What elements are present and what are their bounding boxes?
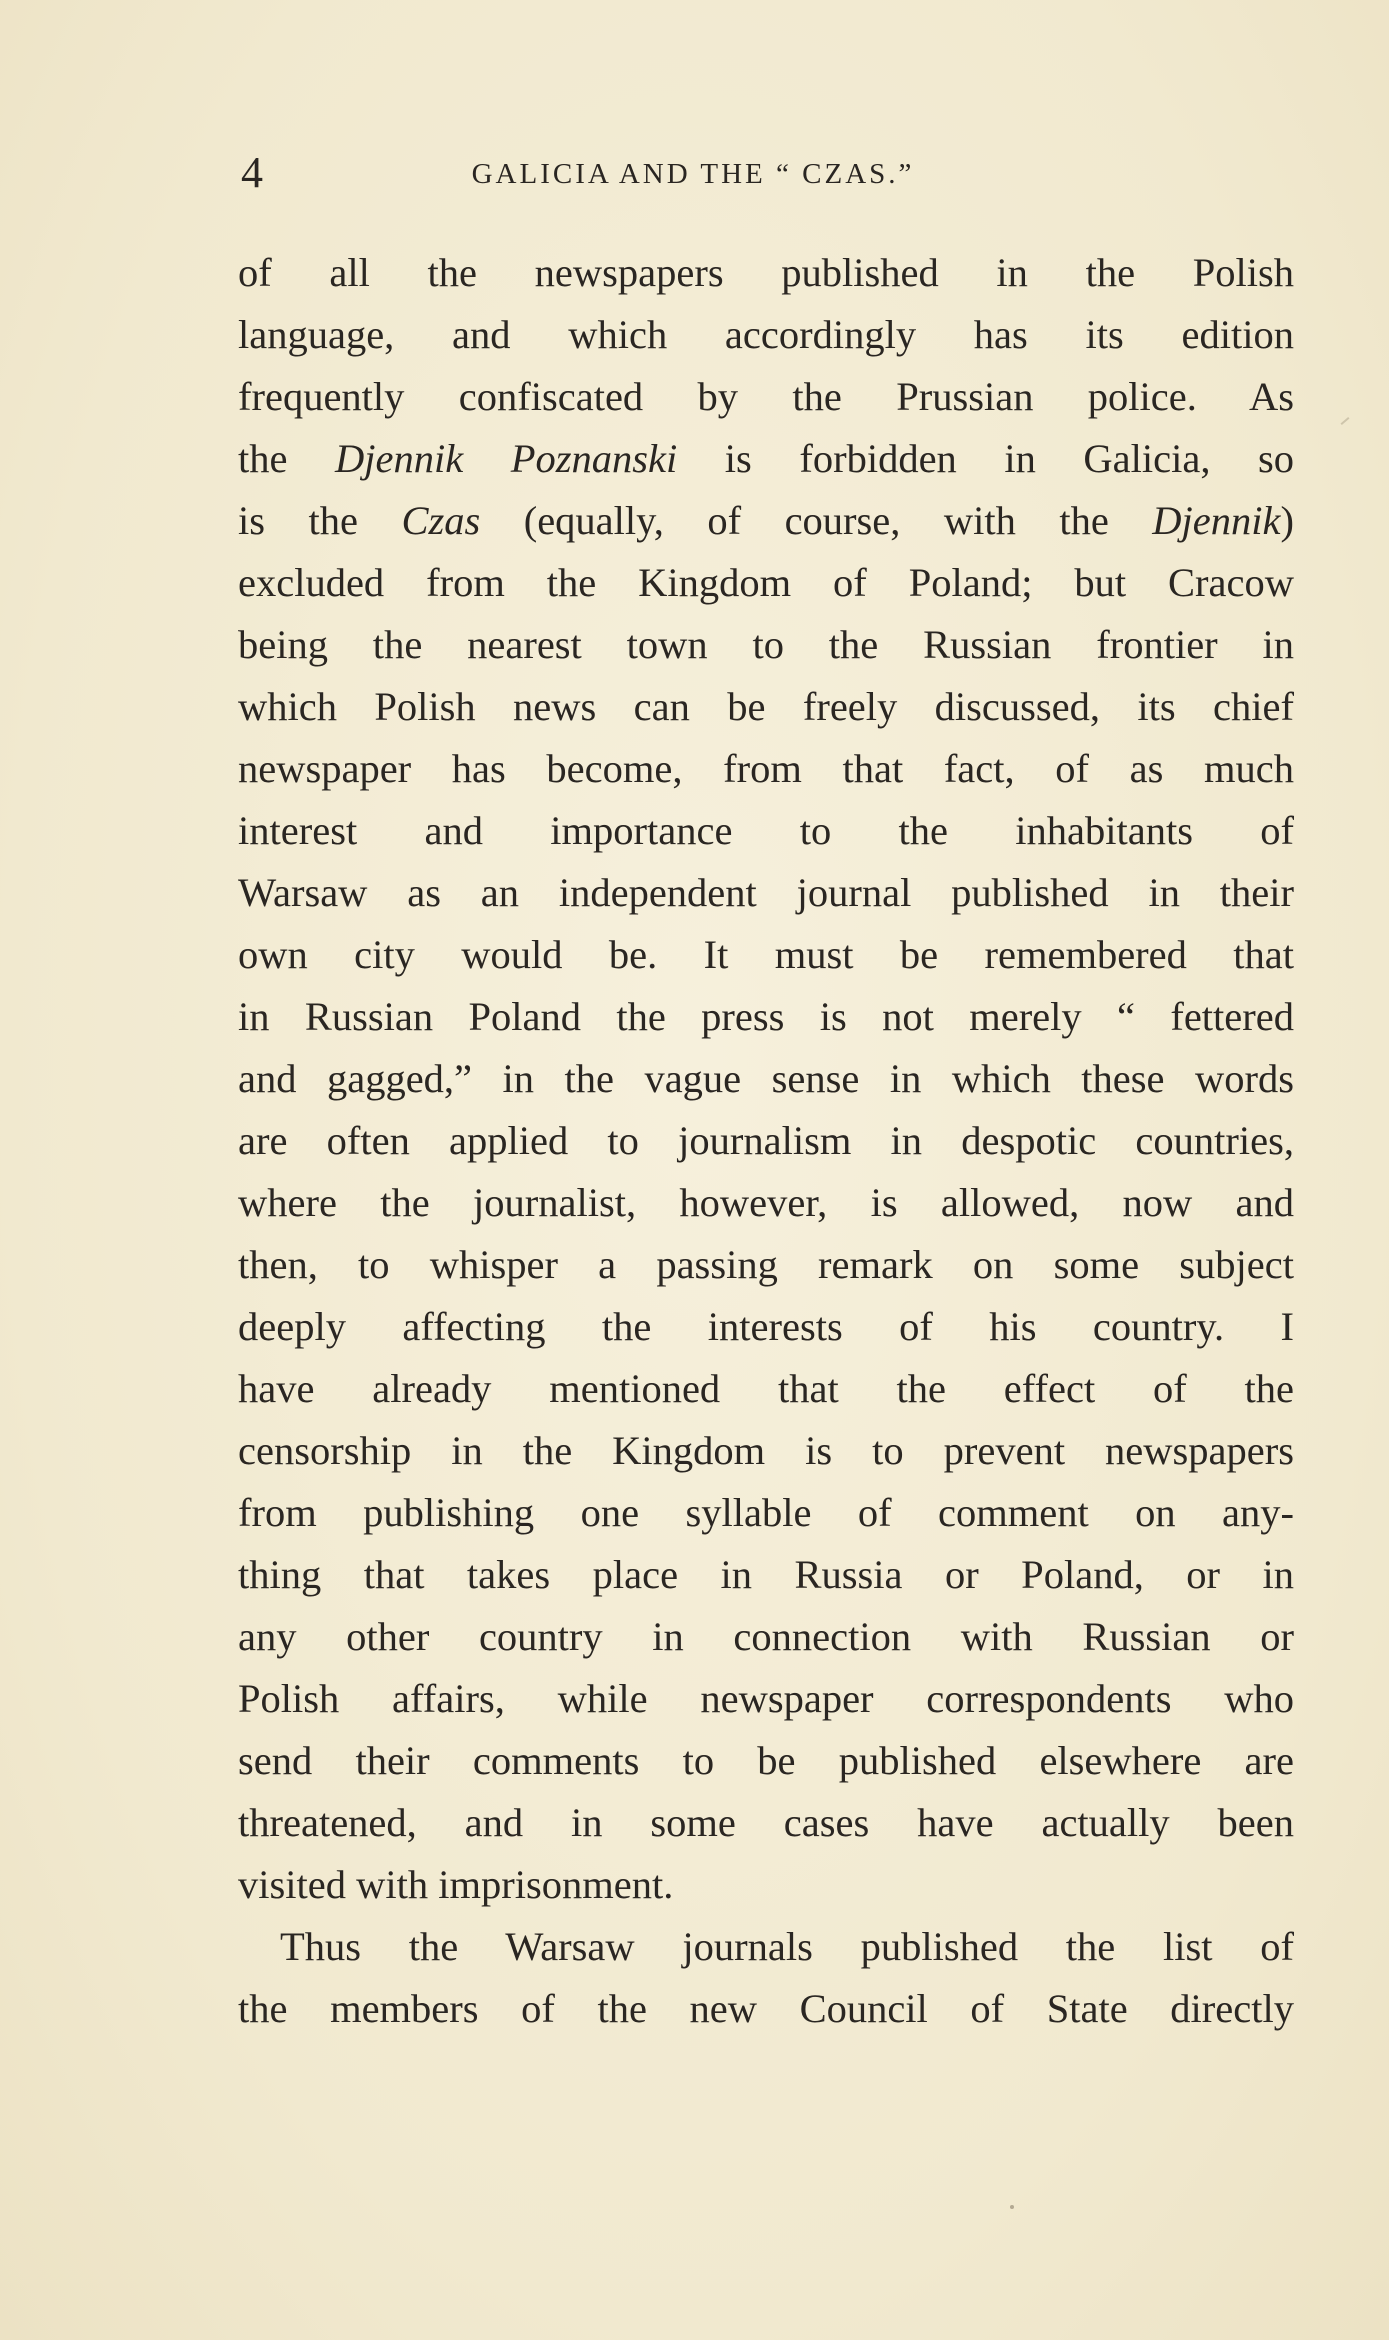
running-title: GALICIA AND THE “ CZAS.” (471, 158, 915, 190)
text-run: deeply affecting the interests of his country. I (238, 1304, 1294, 1349)
text-line (238, 1234, 1294, 1296)
text-run: which Polish news can be freely discussed, its chief (238, 684, 1294, 729)
text-line (238, 490, 1294, 552)
text-run: then, to whisper a passing remark on some subject (238, 1242, 1294, 1287)
text-run: interest and importance to the inhabitants of (238, 808, 1294, 853)
text-run: frequently confiscated by the Prussian police. As (238, 374, 1294, 419)
text-line (238, 986, 1294, 1048)
text-run: censorship in the Kingdom is to prevent newspapers (238, 1428, 1294, 1473)
text-run: newspaper has become, from that fact, of as much (238, 746, 1294, 791)
text-run: excluded from the Kingdom of Poland; but Cracow (238, 560, 1294, 605)
text-run: own city would be. It must be remembered that (238, 932, 1294, 977)
text-line (238, 242, 1294, 304)
text-run: being the nearest town to the Russian frontier in (238, 622, 1294, 667)
text-run: where the journalist, however, is allowed, now and (238, 1180, 1294, 1225)
text-line (238, 676, 1294, 738)
text-run: threatened, and in some cases have actually been (238, 1800, 1294, 1845)
text-line (238, 924, 1294, 986)
text-line (238, 1668, 1294, 1730)
body-text (238, 242, 1294, 2040)
text-line (238, 1854, 1294, 1916)
text-run: thing that takes place in Russia or Poland, or in (238, 1552, 1294, 1597)
text-line (238, 552, 1294, 614)
text-run: the members of the new Council of State directly (238, 1986, 1294, 2031)
text-line (238, 366, 1294, 428)
paper-speck (1010, 2205, 1014, 2209)
text-run: from publishing one syllable of comment on any- (238, 1490, 1294, 1535)
text-line (238, 1048, 1294, 1110)
italic-title: Djennik Poznanski (335, 436, 678, 481)
running-head (233, 148, 1153, 198)
text-line (238, 1358, 1294, 1420)
text-run: is the (238, 498, 402, 543)
text-run: (equally, of course, with the (480, 498, 1153, 543)
paper-mark (1341, 417, 1350, 425)
text-run: and gagged,” in the vague sense in which these words (238, 1056, 1294, 1101)
text-line (238, 1606, 1294, 1668)
text-line (238, 1110, 1294, 1172)
text-run: ) (1280, 498, 1294, 543)
text-run: in Russian Poland the press is not merely “ fettered (238, 994, 1294, 1039)
text-line (238, 1482, 1294, 1544)
text-run: Thus the Warsaw journals published the list of (280, 1924, 1294, 1969)
text-run: any other country in connection with Russian or (238, 1614, 1294, 1659)
text-line (238, 1172, 1294, 1234)
text-run: is forbidden in Galicia, so (677, 436, 1294, 481)
text-run: send their comments to be published elsewhere are (238, 1738, 1294, 1783)
text-line (238, 1730, 1294, 1792)
text-line (238, 1544, 1294, 1606)
text-line (238, 738, 1294, 800)
text-line (238, 1296, 1294, 1358)
text-run: Polish affairs, while newspaper correspondents who (238, 1676, 1294, 1721)
page-number: 4 (241, 148, 263, 197)
text-line (238, 428, 1294, 490)
text-run: of all the newspapers published in the Polish (238, 250, 1294, 295)
text-line (238, 1792, 1294, 1854)
text-line (238, 800, 1294, 862)
text-run: the (238, 436, 336, 481)
text-line (238, 1978, 1294, 2040)
italic-title: Czas (401, 498, 481, 543)
text-line (238, 614, 1294, 676)
text-line (238, 862, 1294, 924)
text-run: visited with imprisonment. (238, 1862, 674, 1907)
text-run: language, and which accordingly has its edition (238, 312, 1294, 357)
italic-title: Djennik (1152, 498, 1281, 543)
text-line (238, 1420, 1294, 1482)
text-line (238, 1916, 1294, 1978)
text-run: are often applied to journalism in despotic countries, (238, 1118, 1294, 1163)
text-run: Warsaw as an independent journal published in their (238, 870, 1294, 915)
text-run: have already mentioned that the effect of the (238, 1366, 1294, 1411)
text-line (238, 304, 1294, 366)
